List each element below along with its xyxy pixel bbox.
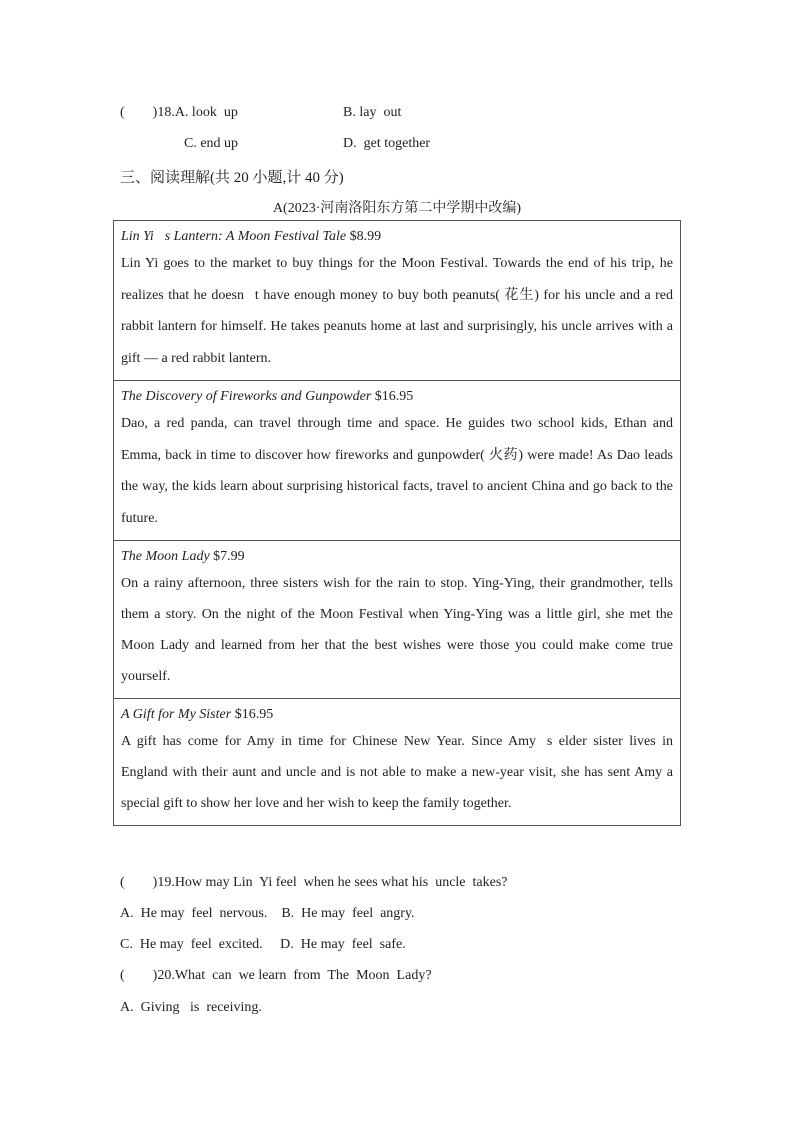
book-title: The Moon Lady [121, 549, 210, 564]
question-20-option-a: A. Giving is receiving. [120, 1000, 262, 1015]
book-heading [121, 546, 673, 568]
book-price: $16.95 [371, 389, 414, 404]
book-cell [114, 221, 681, 381]
question-19-stem: ( )19.How may Lin Yi feel when he sees what his uncle takes? [120, 875, 508, 890]
book-heading [121, 704, 673, 726]
book-description: Lin Yi goes to the market to buy things for the Moon Festival. Towards the end of his trip, he realizes that he doesn t have enough money to buy both peanuts( 花生) for his uncle and a red rabbit lantern for himself. He takes peanuts home at last and surprisingly, his uncle arrives with a gift — a red rabbit lantern. [121, 256, 673, 366]
book-cell [114, 699, 681, 826]
question-18-option-b: B. lay out [343, 105, 402, 120]
book-cell [114, 541, 681, 699]
question-18-option-c: C. end up [184, 136, 239, 151]
question-18-option-d: D. get together [343, 136, 431, 151]
book-row [114, 221, 681, 381]
book-price: $8.99 [346, 229, 382, 244]
question-19-options-ab: A. He may feel nervous. B. He may feel angry. [120, 906, 415, 921]
book-title: Lin Yi s Lantern: A Moon Festival Tale [121, 229, 347, 244]
book-description: On a rainy afternoon, three sisters wish for the rain to stop. Ying-Ying, their grandmother, tells them a story. On the night of the Moon Festival when Ying-Ying was a little girl, she met the Moon Lady and learned from her that the best wishes were those you could make come true yourself. [121, 576, 673, 684]
book-heading [121, 226, 673, 248]
book-description: A gift has come for Amy in time for Chinese New Year. Since Amy s elder sister lives in England with their aunt and uncle and is not able to make a new-year visit, she has sent Amy a special gift to show her love and her wish to keep the family together. [121, 734, 673, 811]
book-title: The Discovery of Fireworks and Gunpowder [121, 389, 372, 404]
book-cell [114, 381, 681, 541]
book-price: $16.95 [231, 707, 274, 722]
book-row [114, 381, 681, 541]
question-18-stem: ( )18.A. look up [120, 105, 238, 120]
book-row [114, 541, 681, 699]
book-heading [121, 386, 673, 408]
book-title: A Gift for My Sister [121, 707, 232, 722]
books-table [113, 220, 681, 826]
section-title: 三、阅读理解(共 20 小题,计 40 分) [120, 170, 344, 186]
question-19-options-cd: C. He may feel excited. D. He may feel safe. [120, 937, 406, 952]
book-row [114, 699, 681, 826]
passage-label: A(2023·河南洛阳东方第二中学期中改编) [272, 201, 522, 216]
question-20-stem: ( )20.What can we learn from The Moon Lady? [120, 968, 432, 983]
book-description: Dao, a red panda, can travel through time and space. He guides two school kids, Ethan and Emma, back in time to discover how fireworks and gunpowder( 火药) were made! As Dao leads the way, the kids learn about surprising historical facts, travel to ancient China and go back to the future. [121, 416, 673, 526]
book-price: $7.99 [209, 549, 245, 564]
